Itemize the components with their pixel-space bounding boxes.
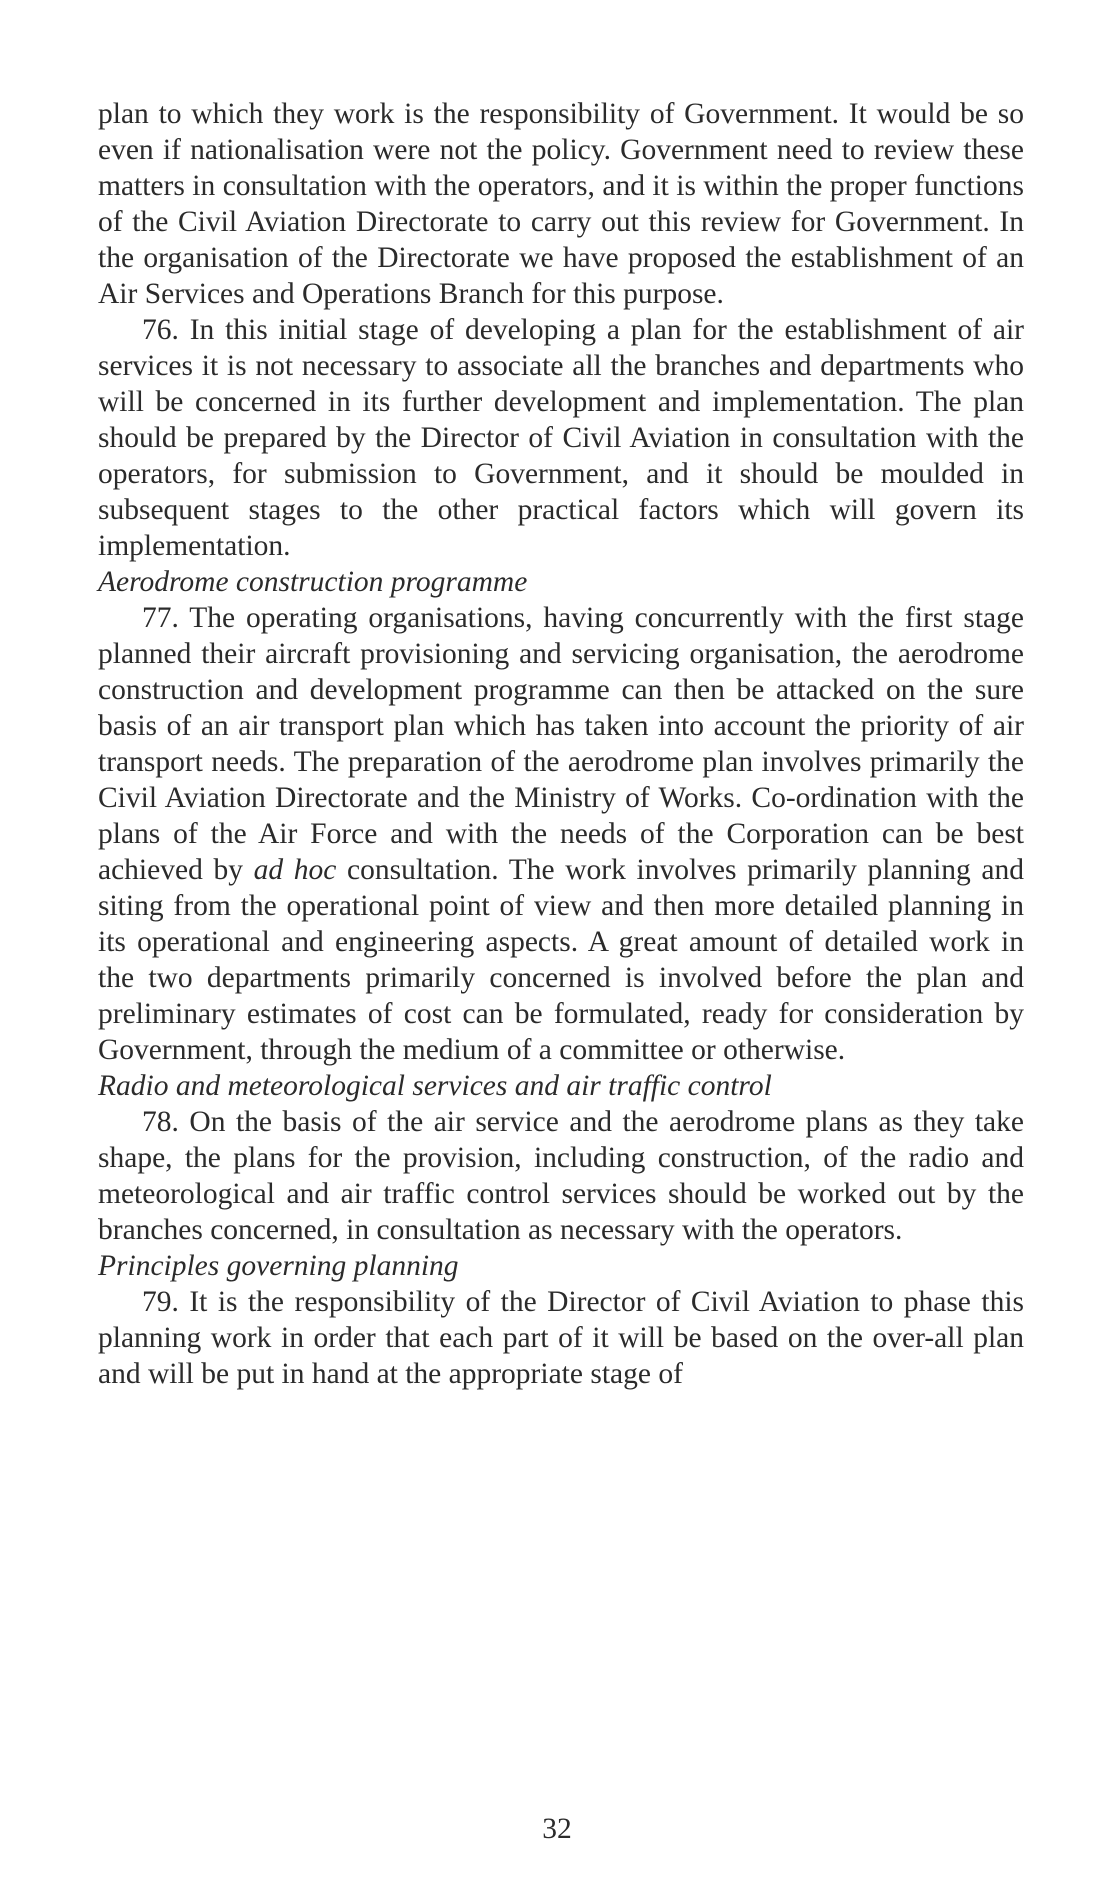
paragraph-77-part2: consultation. The work involves primarily planning and siting from the operational point of view and then more detailed planning in its operational and engineering aspects. A great amount of detailed work in the two departments primarily concerned is involved before the plan and preliminary estimates of cost can be formulated, ready for consideration by Government, through the medium of a committee or otherwise. bbox=[98, 854, 1025, 1066]
page-number: 32 bbox=[542, 1813, 572, 1845]
paragraph-79: 79. It is the responsibility of the Director of Civil Aviation to phase this planning work in order that each part of it will be based on the over-all plan and will be put in hand at the appropriate stage of bbox=[98, 1286, 1024, 1390]
paragraph-78: 78. On the basis of the air service and the aerodrome plans as they take shape, the plans for the provision, including construction, of the radio and meteorological and air traffic control services should be worked out by the branches concerned, in consultation as necessary with the operators. bbox=[98, 1106, 1024, 1246]
paragraph-77-part1: 77. The operating organisations, having concurrently with the first stage planned their aircraft provisioning and servicing organisation, the aerodrome construction and development programme can then be attacked on the sure basis of an air transport plan which has taken into account the priority of air transport needs. The preparation of the aerodrome plan involves primarily the Civil Aviation Directorate and the Ministry of Works. Co-ordination with the plans of the Air Force and with the needs of the Corporation can be best achieved by bbox=[98, 602, 1024, 886]
paragraph-76: 76. In this initial stage of developing a plan for the establishment of air services it is not necessary to associate all the branches and departments who will be concerned in its further development and implementation. The plan should be prepared by the Director of Civil Aviation in consultation with the operators, for submission to Government, and it should be moulded in subsequent stages to the other practical factors which will govern its implementation. bbox=[98, 314, 1024, 562]
section-heading-principles: Principles governing planning bbox=[98, 1250, 459, 1282]
paragraph-77 bbox=[98, 600, 1024, 1068]
section-heading-radio: Radio and meteorological services and air traffic control bbox=[98, 1070, 772, 1102]
paragraph-77-italic-term: ad hoc bbox=[253, 854, 337, 886]
section-heading-aerodrome: Aerodrome construction programme bbox=[98, 566, 528, 598]
paragraph-continuation: plan to which they work is the responsibility of Government. It would be so even if nationalisation were not the policy. Government need to review these matters in consultation with the operators, and it is within the proper functions of the Civil Aviation Directorate to carry out this review for Government. In the organisation of the Directorate we have proposed the establishment of an Air Services and Operations Branch for this purpose. bbox=[98, 98, 1024, 310]
document-page bbox=[98, 96, 1024, 1392]
